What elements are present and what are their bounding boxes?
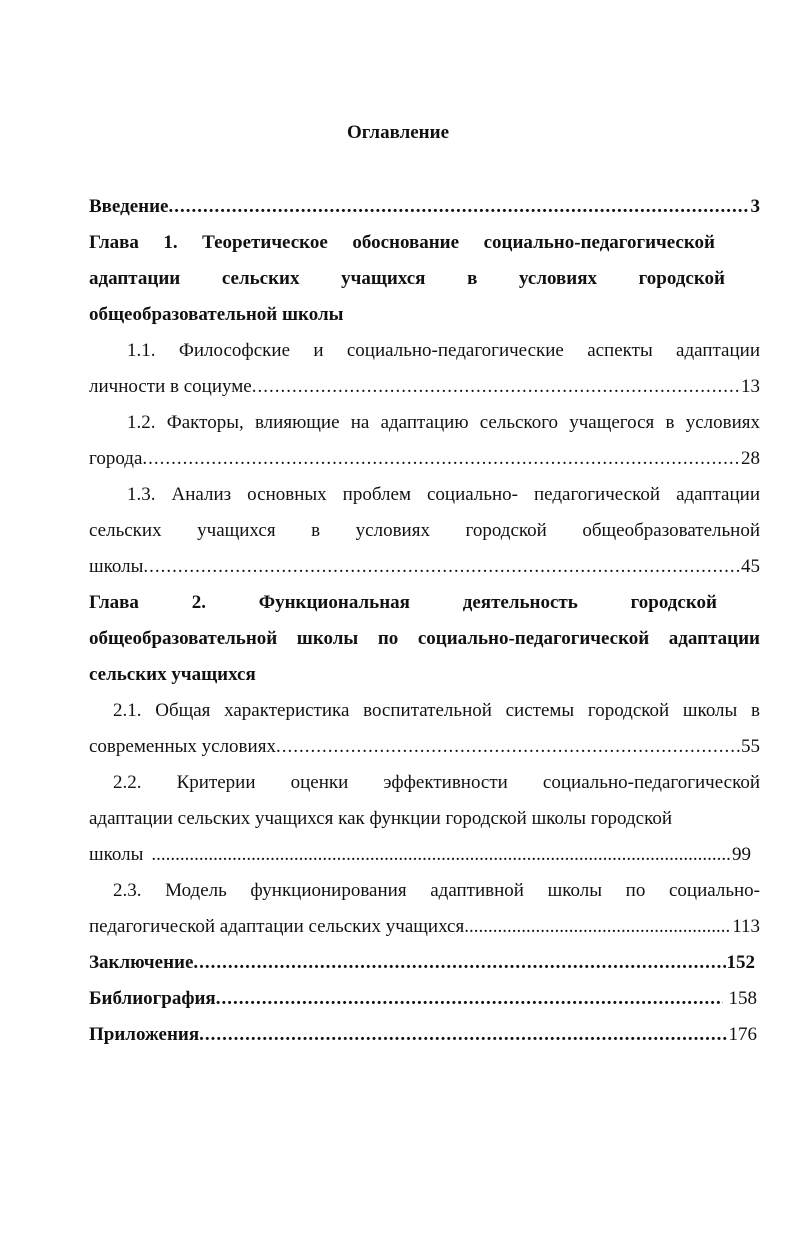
toc-entry-label: Библиография: [89, 988, 216, 1009]
dot-leader: [142, 446, 740, 472]
section-1-1-line-1[interactable]: 1.1. Философские и социально-педагогические аспекты адаптации: [127, 340, 760, 361]
toc-entry-label: Введение: [89, 196, 169, 217]
toc-entry-conclusion[interactable]: [89, 950, 755, 986]
dot-leader: [199, 1022, 727, 1048]
section-2-2-line-1[interactable]: 2.2. Критерии оценки эффективности социально-педагогической: [113, 772, 760, 793]
toc-entry-label: школы: [89, 556, 144, 577]
dot-leader: [193, 950, 725, 976]
dot-leader: [464, 914, 731, 940]
chapter-1-title-line-1[interactable]: Глава 1. Теоретическое обоснование социально-педагогической: [89, 232, 715, 253]
toc-entry-intro[interactable]: [89, 194, 760, 230]
toc-entry-section-2-1[interactable]: [89, 734, 760, 770]
toc-entry-label: современных условиях: [89, 736, 276, 757]
toc-entry-section-1-2[interactable]: [89, 446, 760, 482]
toc-entry-label: педагогической адаптации сельских учащихся: [89, 916, 465, 937]
toc-entry-section-1-3[interactable]: [89, 554, 760, 590]
toc-entry-section-2-3[interactable]: [89, 914, 760, 950]
toc-entry-bibliography[interactable]: [89, 986, 757, 1022]
section-2-1-line-1[interactable]: 2.1. Общая характеристика воспитательной системы городской школы в: [113, 700, 760, 721]
dot-leader: [143, 554, 740, 580]
toc-page-number: 3: [750, 196, 760, 217]
toc-page-number: 55: [741, 736, 760, 757]
dot-leader: [252, 374, 740, 400]
toc-page-number: 28: [741, 448, 760, 469]
toc-page-number: 152: [726, 952, 755, 973]
toc-entry-label: Приложения: [89, 1024, 200, 1045]
dot-leader: [216, 986, 723, 1012]
toc-page-number: 99: [732, 844, 751, 865]
toc-entry-label: школы: [89, 844, 144, 865]
chapter-2-title-line-1[interactable]: Глава 2. Функциональная деятельность городской: [89, 592, 717, 613]
toc-page-number: 176: [728, 1024, 757, 1045]
dot-leader: [151, 842, 731, 868]
toc-page-number: 158: [728, 988, 757, 1009]
toc-entry-section-1-1[interactable]: [89, 374, 760, 410]
toc-entry-section-2-2[interactable]: [89, 842, 751, 878]
toc-page-number: 45: [741, 556, 760, 577]
section-2-2-line-2[interactable]: адаптации сельских учащихся как функции городской школы городской: [89, 808, 673, 829]
dot-leader: [169, 194, 750, 220]
section-1-3-line-1[interactable]: 1.3. Анализ основных проблем социально- педагогической адаптации: [127, 484, 760, 505]
toc-entry-appendix[interactable]: [89, 1022, 757, 1058]
section-1-2-line-1[interactable]: 1.2. Факторы, влияющие на адаптацию сельского учащегося в условиях: [127, 412, 760, 433]
toc-page-number: 13: [741, 376, 760, 397]
chapter-1-title-line-3[interactable]: общеобразовательной школы: [89, 304, 344, 325]
toc-entry-label: Заключение: [89, 952, 194, 973]
dot-leader: [276, 734, 740, 760]
chapter-2-title-line-2[interactable]: общеобразовательной школы по социально-педагогической адаптации: [89, 628, 760, 649]
page-title: Оглавление: [346, 122, 450, 143]
toc-entry-label: города: [89, 448, 143, 469]
chapter-2-title-line-3[interactable]: сельских учащихся: [89, 664, 256, 685]
section-1-3-line-2[interactable]: сельских учащихся в условиях городской общеобразовательной: [89, 520, 760, 541]
table-of-contents: [89, 194, 760, 1058]
section-2-3-line-1[interactable]: 2.3. Модель функционирования адаптивной школы по социально-: [113, 880, 760, 901]
toc-entry-label: личности в социуме: [89, 376, 252, 397]
toc-page-number: 113: [732, 916, 760, 937]
chapter-1-title-line-2[interactable]: адаптации сельских учащихся в условиях городской: [89, 268, 725, 289]
